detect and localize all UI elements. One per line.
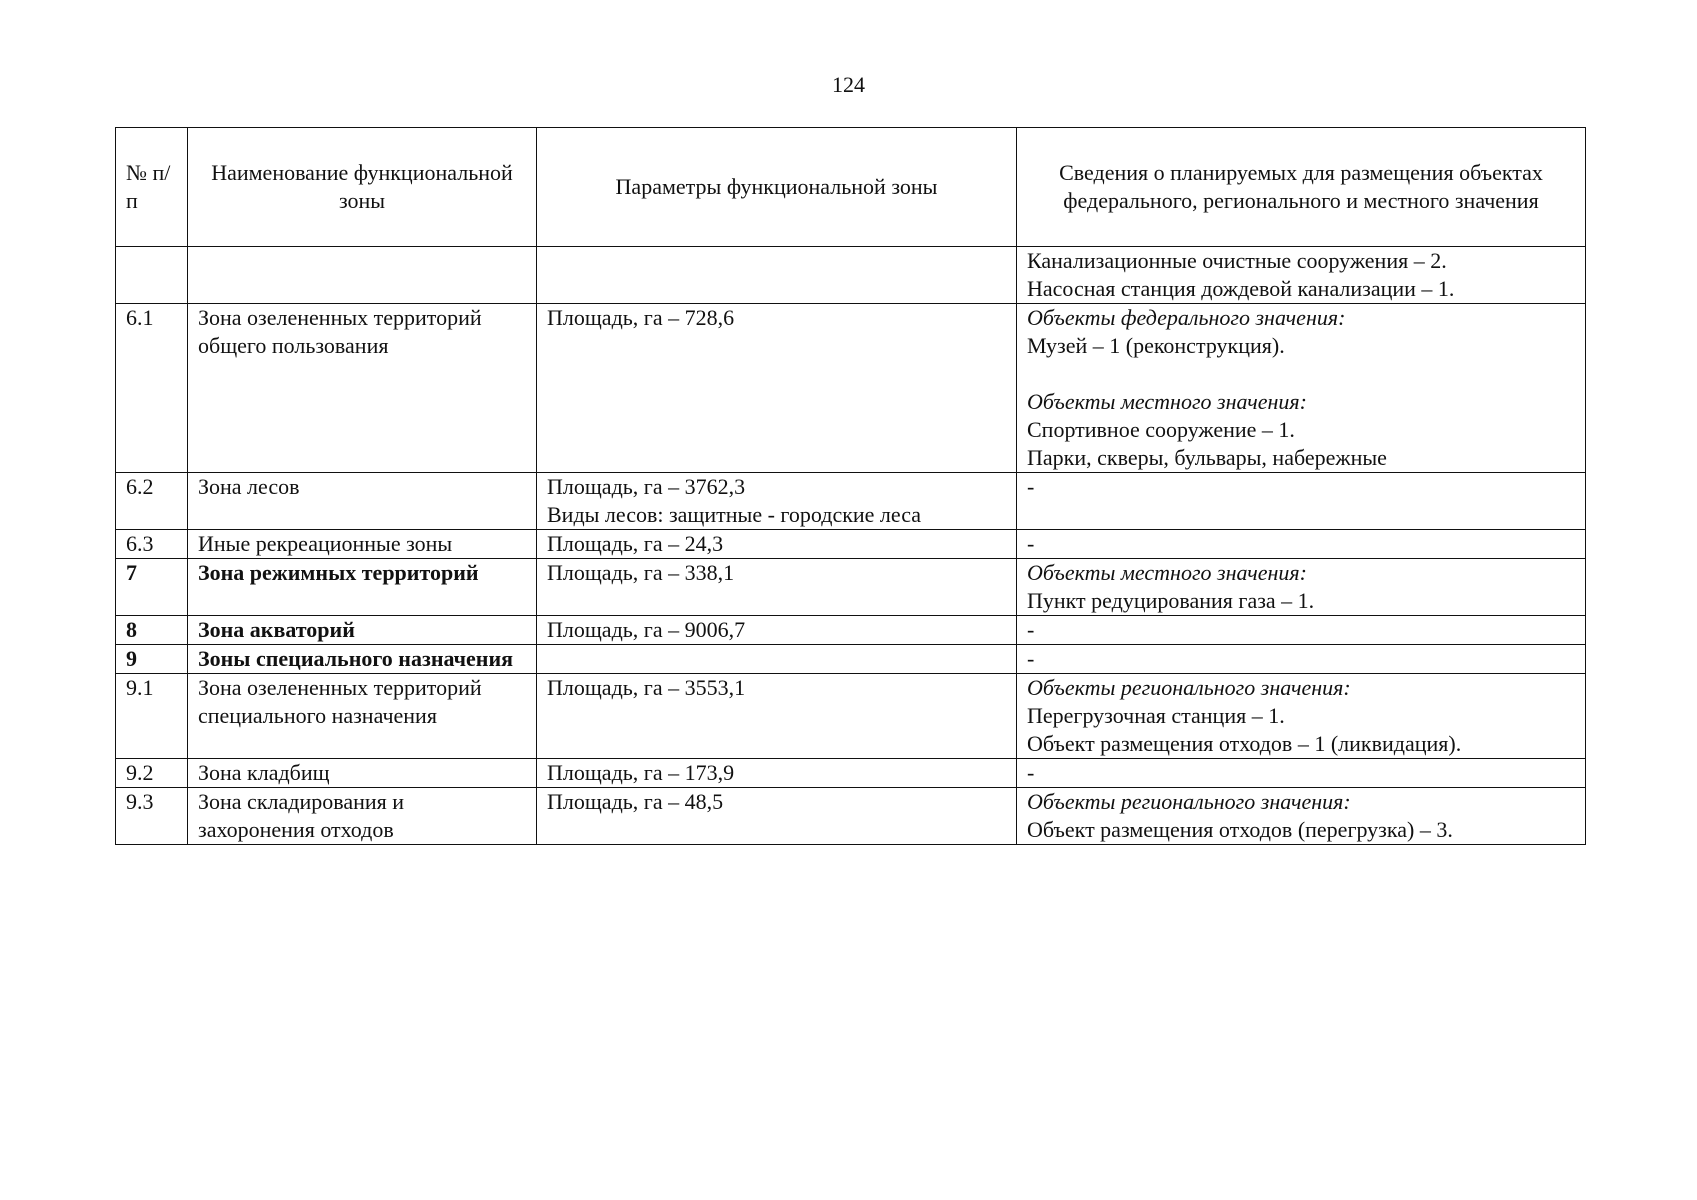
planned-object-line: Парки, скверы, бульвары, набережные [1027, 445, 1387, 470]
zone-parameters-cell [537, 304, 1017, 473]
planned-object-line: - [1027, 531, 1035, 556]
table-row [116, 759, 1586, 788]
zone-parameters-cell [537, 559, 1017, 616]
zone-number-cell: 7 [116, 559, 188, 616]
zone-parameters-cell [537, 616, 1017, 645]
table-header-row [116, 128, 1586, 247]
planned-object-line: Музей – 1 (реконструкция). [1027, 333, 1285, 358]
planned-objects-cell [1017, 788, 1586, 845]
zone-name-cell: Зона лесов [188, 473, 537, 530]
zone-number-cell: 6.3 [116, 530, 188, 559]
planned-object-line: Насосная станция дождевой канализации – 1. [1027, 276, 1455, 301]
zone-name-cell [188, 247, 537, 304]
parameter-line: Площадь, га – 3553,1 [547, 675, 746, 700]
table-row [116, 247, 1586, 304]
blank-line [1027, 360, 1575, 388]
header-planned-objects-line: федерального, регионального и местного значения [1063, 188, 1539, 213]
planned-objects-cell [1017, 645, 1586, 674]
zone-name-cell: Зона акваторий [188, 616, 537, 645]
parameter-line: Площадь, га – 24,3 [547, 531, 724, 556]
planned-objects-cell [1017, 473, 1586, 530]
zone-name-cell: Зона складирования и захоронения отходов [188, 788, 537, 845]
table-body [116, 247, 1586, 845]
zone-number-cell: 9.1 [116, 674, 188, 759]
zone-name-cell: Зона озелененных территорий общего пользования [188, 304, 537, 473]
planned-object-line: Канализационные очистные сооружения – 2. [1027, 248, 1447, 273]
zone-parameters-cell [537, 530, 1017, 559]
planned-object-line: Объект размещения отходов – 1 (ликвидация). [1027, 731, 1462, 756]
objects-category-heading: Объекты местного значения: [1027, 389, 1307, 414]
header-number-line: п/п [126, 160, 171, 213]
planned-objects-cell [1017, 530, 1586, 559]
planned-object-line: - [1027, 646, 1035, 671]
objects-category-heading: Объекты федерального значения: [1027, 305, 1346, 330]
planned-object-line: Объект размещения отходов (перегрузка) – 3. [1027, 817, 1453, 842]
planned-object-line: - [1027, 474, 1035, 499]
header-number-line: № [126, 160, 147, 185]
zone-number-cell: 9.3 [116, 788, 188, 845]
table-row [116, 616, 1586, 645]
zone-number-cell: 9 [116, 645, 188, 674]
functional-zones-table [115, 127, 1586, 845]
objects-category-heading: Объекты регионального значения: [1027, 675, 1351, 700]
header-zone-name-line: функциональной зоны [338, 160, 513, 213]
zone-name-cell: Зоны специального назначения [188, 645, 537, 674]
zone-name-cell: Зона режимных территорий [188, 559, 537, 616]
zone-parameters-cell [537, 788, 1017, 845]
parameter-line: Площадь, га – 728,6 [547, 305, 735, 330]
parameter-line: Виды лесов: защитные - городские леса [547, 502, 922, 527]
parameter-line: Площадь, га – 173,9 [547, 760, 735, 785]
zone-parameters-cell [537, 473, 1017, 530]
zone-parameters-cell [537, 674, 1017, 759]
objects-category-heading: Объекты местного значения: [1027, 560, 1307, 585]
zone-number-cell: 9.2 [116, 759, 188, 788]
zone-number-cell [116, 247, 188, 304]
table-row [116, 304, 1586, 473]
parameter-line: Площадь, га – 48,5 [547, 789, 724, 814]
planned-objects-cell [1017, 304, 1586, 473]
header-zone-parameters: Параметры функциональной зоны [537, 128, 1017, 247]
header-number [116, 128, 188, 247]
zone-number-cell: 6.1 [116, 304, 188, 473]
header-planned-objects [1017, 128, 1586, 247]
planned-object-line: Спортивное сооружение – 1. [1027, 417, 1295, 442]
planned-object-line: Пункт редуцирования газа – 1. [1027, 588, 1315, 613]
zone-parameters-cell [537, 247, 1017, 304]
planned-objects-cell [1017, 759, 1586, 788]
table-row [116, 788, 1586, 845]
parameter-line: Площадь, га – 9006,7 [547, 617, 746, 642]
table-row [116, 530, 1586, 559]
page-number: 124 [832, 72, 865, 97]
zone-name-cell: Зона кладбищ [188, 759, 537, 788]
planned-object-line: Перегрузочная станция – 1. [1027, 703, 1285, 728]
planned-object-line: - [1027, 760, 1035, 785]
header-zone-name-line: Наименование [211, 160, 349, 185]
planned-object-line: - [1027, 617, 1035, 642]
zone-parameters-cell [537, 759, 1017, 788]
planned-objects-cell [1017, 559, 1586, 616]
table-row [116, 559, 1586, 616]
objects-category-heading: Объекты регионального значения: [1027, 789, 1351, 814]
zone-number-cell: 8 [116, 616, 188, 645]
zone-name-cell: Зона озелененных территорий специального назначения [188, 674, 537, 759]
parameter-line: Площадь, га – 3762,3 [547, 474, 746, 499]
table-row [116, 674, 1586, 759]
zone-number-cell: 6.2 [116, 473, 188, 530]
zone-name-cell: Иные рекреационные зоны [188, 530, 537, 559]
table-row [116, 473, 1586, 530]
header-zone-name [188, 128, 537, 247]
planned-objects-cell [1017, 247, 1586, 304]
planned-objects-cell [1017, 674, 1586, 759]
header-planned-objects-line: Сведения о планируемых для размещения объектах [1059, 160, 1543, 185]
planned-objects-cell [1017, 616, 1586, 645]
parameter-line: Площадь, га – 338,1 [547, 560, 735, 585]
table-row [116, 645, 1586, 674]
zone-parameters-cell [537, 645, 1017, 674]
